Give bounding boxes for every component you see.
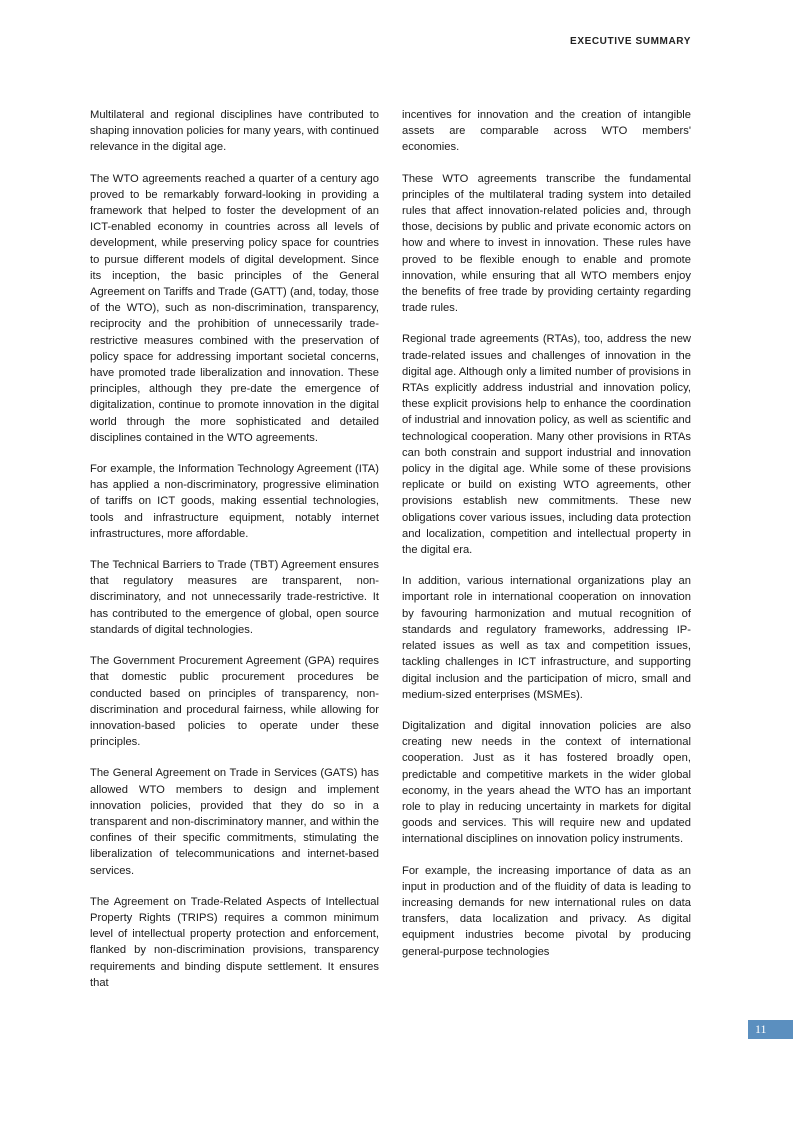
body-paragraph: These WTO agreements transcribe the fundamental principles of the multilateral trading system into detailed rules that affect innovation-related policies and, through those, decisions by public and private economic actors on how and where to invest in innovation. These rules have proved to be flexible enough to enable and promote innovation, while ensuring that all WTO members enjoy the benefits of free trade by providing certainty regarding trade rules. — [402, 172, 691, 315]
body-paragraph: The WTO agreements reached a quarter of a century ago proved to be remarkably forward-looking in providing a framework that helped to foster the development of an ICT-enabled economy in countries across all levels of development, while preserving policy space for countries to pursue different models of digital development. Since its inception, the basic principles of the General Agreement on Tariffs and Trade (GATT) (and, today, those of the WTO), such as non-discrimination, transparency, reciprocity and the prohibition of unnecessarily trade-restrictive measures combined with the preservation of policy space for addressing important societal concerns, have promoted trade liberalization and innovation. These principles, although they pre-date the emergence of digitalization, continue to promote innovation in the digital world through the more sophisticated and detailed disciplines contained in the WTO agreements. — [90, 172, 379, 444]
left-column — [90, 107, 379, 1006]
right-column — [402, 107, 691, 975]
body-paragraph: Multilateral and regional disciplines have contributed to shaping innovation policies for many years, with continued relevance in the digital age. — [90, 109, 379, 154]
body-paragraph: incentives for innovation and the creation of intangible assets are comparable across WTO members' economies. — [402, 109, 691, 154]
body-paragraph: The Agreement on Trade-Related Aspects of Intellectual Property Rights (TRIPS) requires a common minimum level of intellectual property protection and enforcement, flanked by non-discrimination provisions, transparency requirements and binding dispute settlement. It ensures that — [90, 895, 379, 989]
page-number-badge: 11 — [748, 1020, 793, 1039]
section-header: EXECUTIVE SUMMARY — [570, 36, 691, 47]
body-paragraph: The Government Procurement Agreement (GPA) requires that domestic public procurement procedures be conducted based on principles of transparency, non-discrimination and procedural fairness, while allowing for innovation-based policies to operate under these principles. — [90, 655, 379, 749]
body-paragraph: Regional trade agreements (RTAs), too, address the new trade-related issues and challenges of innovation in the digital age. Although only a limited number of provisions in RTAs explicitly address industrial and innovation policy, these explicit provisions help to enhance the coordination of industrial and innovation policy, as well as scientific and technological cooperation. Many other provisions in RTAs can both constrain and support industrial and innovation policy in the digital age. While some of these provisions replicate or build on existing WTO agreements, other provisions establish new commitments. These new obligations cover various issues, including data protection and localization, competition and intellectual property in the digital era. — [402, 333, 691, 557]
body-paragraph: For example, the Information Technology Agreement (ITA) has applied a non-discriminatory, progressive elimination of tariffs on ICT goods, making essential technologies, tools and infrastructure equipment, notably internet infrastructures, more affordable. — [90, 463, 379, 540]
body-paragraph: The Technical Barriers to Trade (TBT) Agreement ensures that regulatory measures are transparent, non-discriminatory, and not unnecessarily trade-restrictive. It has contributed to the emergence of global, open source standards of digital technologies. — [90, 559, 379, 636]
body-paragraph: Digitalization and digital innovation policies are also creating new needs in the context of international cooperation. Just as it has fostered broadly open, predictable and competitive markets in the wider global economy, in the years ahead the WTO has an important role to play in reducing uncertainty in markets for digital goods and services. This will require new and updated international disciplines on innovation policy instruments. — [402, 719, 691, 846]
body-paragraph: In addition, various international organizations play an important role in international cooperation on innovation by favouring harmonization and mutual recognition of standards and regulatory frameworks, addressing IP-related issues as well as tax and competition issues, tackling challenges in ICT infrastructure, and supporting digital inclusion and the participation of micro, small and medium-sized enterprises (MSMEs). — [402, 575, 691, 701]
body-paragraph: For example, the increasing importance of data as an input in production and of the fluidity of data is leading to increasing demands for new international rules on data transfers, data localization and privacy. As digital equipment industries become pivotal by producing general-purpose technologies — [402, 864, 691, 958]
body-paragraph: The General Agreement on Trade in Services (GATS) has allowed WTO members to design and implement innovation policies, provided that they do so in a transparent and non-discriminatory manner, and within the confines of their specific commitments, stimulating the liberalization of telecommunications and internet-based services. — [90, 767, 379, 877]
